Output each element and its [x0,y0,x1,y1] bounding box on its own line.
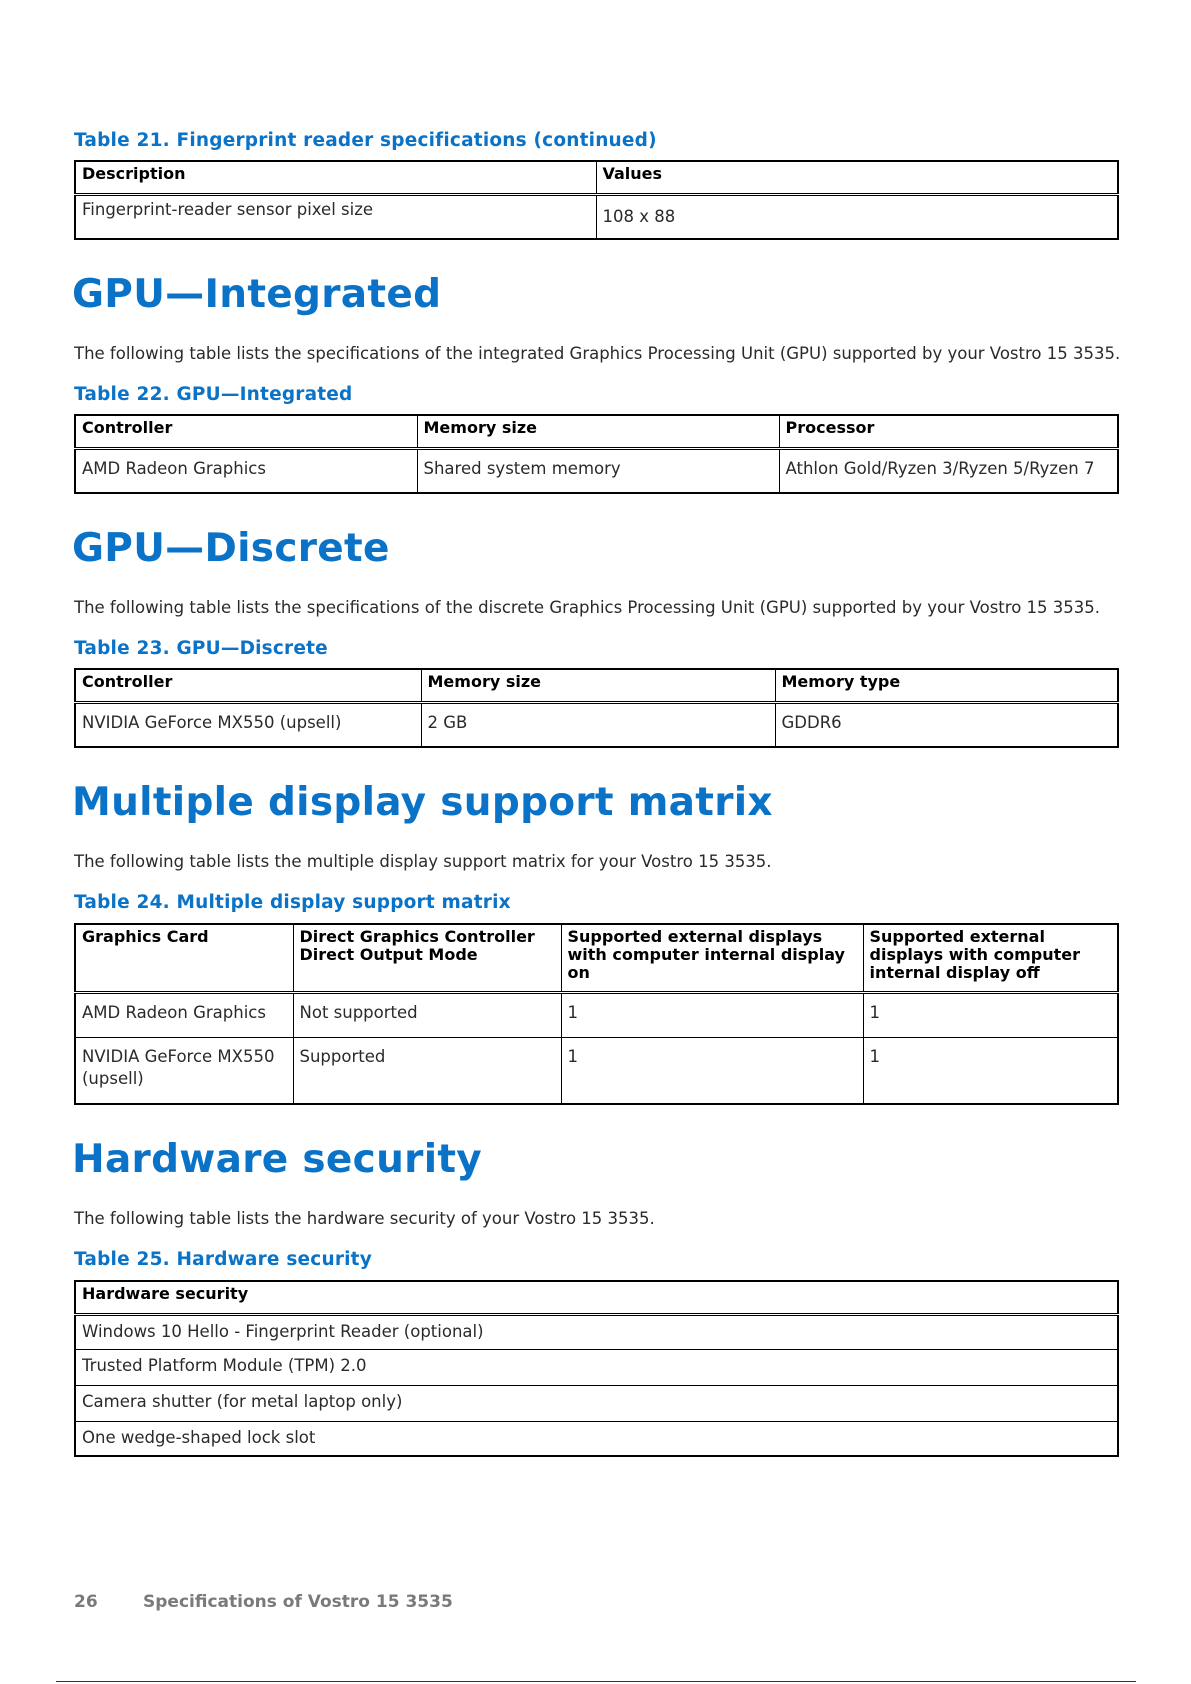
table-cell: 108 x 88 [596,194,1118,239]
table-24-caption: Table 24. Multiple display support matrix [74,892,511,913]
column-header: Supported external displays with computer internal display off [863,924,1118,992]
table-cell: 1 [863,992,1118,1037]
table-cell: 1 [561,1037,863,1104]
table-cell: Trusted Platform Module (TPM) 2.0 [75,1349,1118,1385]
gpu-discrete-table [74,668,1119,748]
table-cell: Athlon Gold/Ryzen 3/Ryzen 5/Ryzen 7 [779,448,1118,493]
table-21-caption: Table 21. Fingerprint reader specifications (continued) [74,130,657,151]
column-header: Supported external displays with computer internal display on [561,924,863,992]
column-header: Hardware security [75,1281,1118,1314]
table-cell: Camera shutter (for metal laptop only) [75,1385,1118,1421]
table-row [75,448,1118,493]
table-row [75,194,1118,239]
table-row [75,992,1118,1037]
section-intro: The following table lists the specifications of the discrete Graphics Processing Unit (GPU) supported by your Vostro 15 3535. [74,598,1101,617]
section-heading-display-matrix: Multiple display support matrix [72,780,773,825]
section-intro: The following table lists the hardware security of your Vostro 15 3535. [74,1209,655,1228]
footer-divider [56,1681,1136,1682]
column-header: Graphics Card [75,924,293,992]
column-header: Memory type [775,669,1118,702]
table-cell: GDDR6 [775,702,1118,747]
display-matrix-table [74,923,1119,1105]
table-row [75,1421,1118,1456]
section-heading-gpu-discrete: GPU—Discrete [72,526,390,571]
table-cell: NVIDIA GeForce MX550 (upsell) [75,702,421,747]
column-header: Direct Graphics Controller Direct Output Mode [293,924,561,992]
column-header: Description [75,161,596,194]
section-heading-gpu-integrated: GPU—Integrated [72,272,442,317]
table-cell: Supported [293,1037,561,1104]
column-header: Memory size [421,669,775,702]
section-intro: The following table lists the specifications of the integrated Graphics Processing Unit (GPU) supported by your Vostro 15 3535. [74,344,1121,363]
table-cell: 1 [561,992,863,1037]
column-header: Controller [75,669,421,702]
table-22-caption: Table 22. GPU—Integrated [74,384,353,405]
table-row [75,1314,1118,1349]
table-cell: Not supported [293,992,561,1037]
column-header: Memory size [417,415,779,448]
table-row [75,702,1118,747]
column-header: Values [596,161,1118,194]
fingerprint-reader-table [74,160,1119,240]
table-cell: Windows 10 Hello - Fingerprint Reader (optional) [75,1314,1118,1349]
section-intro: The following table lists the multiple display support matrix for your Vostro 15 3535. [74,852,772,871]
table-cell: AMD Radeon Graphics [75,448,417,493]
table-cell: One wedge-shaped lock slot [75,1421,1118,1456]
section-heading-hardware-security: Hardware security [72,1137,483,1182]
table-cell: 1 [863,1037,1118,1104]
table-25-caption: Table 25. Hardware security [74,1249,372,1270]
hardware-security-table [74,1280,1119,1457]
page-number: 26 [74,1592,98,1612]
footer-title: Specifications of Vostro 15 3535 [143,1592,453,1612]
table-cell: Shared system memory [417,448,779,493]
column-header: Controller [75,415,417,448]
table-cell: NVIDIA GeForce MX550 (upsell) [75,1037,293,1104]
table-cell: AMD Radeon Graphics [75,992,293,1037]
table-row [75,1349,1118,1385]
gpu-integrated-table [74,414,1119,494]
table-23-caption: Table 23. GPU—Discrete [74,638,328,659]
column-header: Processor [779,415,1118,448]
table-cell: 2 GB [421,702,775,747]
table-cell: Fingerprint-reader sensor pixel size [75,194,596,239]
table-row [75,1037,1118,1104]
table-row [75,1385,1118,1421]
